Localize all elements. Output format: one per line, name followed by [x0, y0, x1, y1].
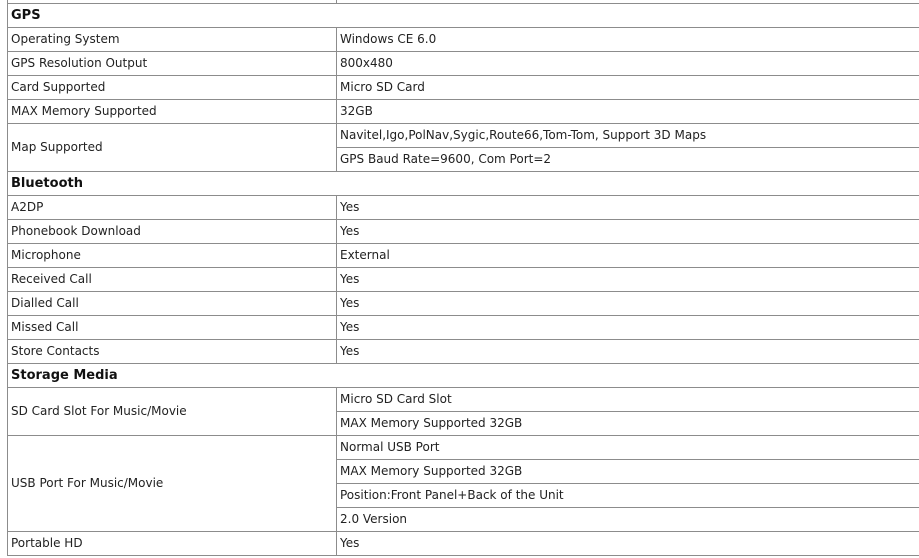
spec-value: Micro SD Card [337, 76, 919, 100]
spec-label: Operating System [8, 28, 337, 52]
section-title-storage: Storage Media [8, 364, 919, 388]
spec-label: SD Card Slot For Music/Movie [8, 388, 337, 436]
spec-value: Yes [337, 340, 919, 364]
table-row [8, 28, 919, 52]
table-row [8, 532, 919, 556]
table-row [8, 292, 919, 316]
table-row [8, 76, 919, 100]
spec-label: Card Supported [8, 76, 337, 100]
table-row [8, 268, 919, 292]
table-row [8, 100, 919, 124]
table-row [8, 436, 919, 460]
table-row [8, 124, 919, 148]
table-row [8, 220, 919, 244]
spec-label: Microphone [8, 244, 337, 268]
table-row [8, 388, 919, 412]
spec-value: Normal USB Port [337, 436, 919, 460]
spec-value: MAX Memory Supported 32GB [337, 412, 919, 436]
table-row [8, 244, 919, 268]
spec-label: MAX Memory Supported [8, 100, 337, 124]
spec-value: Position:Front Panel+Back of the Unit [337, 484, 919, 508]
table-row [8, 316, 919, 340]
spec-value: External [337, 244, 919, 268]
spec-label: Dialled Call [8, 292, 337, 316]
table-row [8, 52, 919, 76]
spec-value: Yes [337, 220, 919, 244]
section-title-gps: GPS [8, 4, 919, 28]
spec-value: Windows CE 6.0 [337, 28, 919, 52]
spec-label: Map Supported [8, 124, 337, 172]
table-row [8, 196, 919, 220]
spec-value: Navitel,Igo,PolNav,Sygic,Route66,Tom-Tom, Support 3D Maps [337, 124, 919, 148]
spec-value: Yes [337, 292, 919, 316]
spec-value: GPS Baud Rate=9600, Com Port=2 [337, 148, 919, 172]
section-header-row [8, 172, 919, 196]
spec-value: Yes [337, 268, 919, 292]
spec-label: Received Call [8, 268, 337, 292]
spec-value: 2.0 Version [337, 508, 919, 532]
spec-label: A2DP [8, 196, 337, 220]
spec-value: MAX Memory Supported 32GB [337, 460, 919, 484]
spec-label: Missed Call [8, 316, 337, 340]
spec-value: Micro SD Card Slot [337, 388, 919, 412]
spec-value: Yes [337, 316, 919, 340]
spec-label: Store Contacts [8, 340, 337, 364]
spec-value: Yes [337, 532, 919, 556]
section-header-row [8, 364, 919, 388]
spec-value: 800x480 [337, 52, 919, 76]
spec-table [7, 0, 919, 556]
section-header-row [8, 4, 919, 28]
spec-value: 32GB [337, 100, 919, 124]
table-row [8, 340, 919, 364]
spec-label: GPS Resolution Output [8, 52, 337, 76]
spec-label: Phonebook Download [8, 220, 337, 244]
section-title-bluetooth: Bluetooth [8, 172, 919, 196]
spec-label: USB Port For Music/Movie [8, 436, 337, 532]
spec-label: Portable HD [8, 532, 337, 556]
spec-value: Yes [337, 196, 919, 220]
